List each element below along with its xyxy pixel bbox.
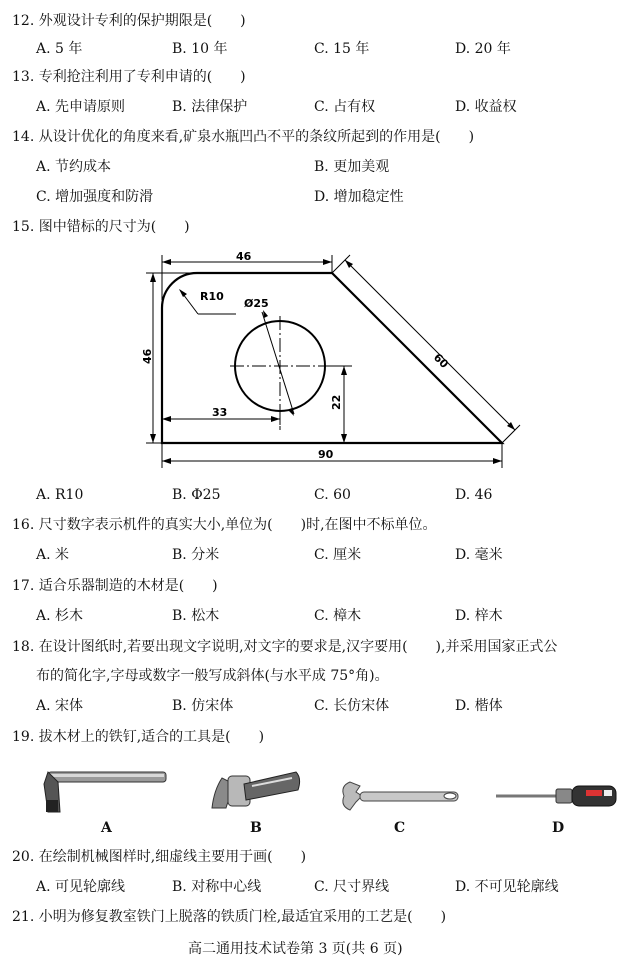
q17-option-c: C. 樟木 <box>314 608 362 624</box>
q15-option-c: C. 60 <box>314 487 351 503</box>
question-14-stem: 14. 从设计优化的角度来看,矿泉水瓶凹凸不平的条纹所起到的作用是( ) <box>12 129 475 145</box>
q18-option-b: B. 仿宋体 <box>172 698 234 714</box>
dim-hole-x: 33 <box>212 406 228 419</box>
q15-option-d: D. 46 <box>455 487 493 503</box>
q20-option-d: D. 不可见轮廓线 <box>455 879 559 895</box>
question-20-stem: 20. 在绘制机械图样时,细虚线主要用于画( ) <box>12 849 307 865</box>
tool-label-c: C <box>394 820 406 836</box>
q12-option-b: B. 10 年 <box>172 41 228 57</box>
q13-option-c: C. 占有权 <box>314 99 376 115</box>
q17-option-b: B. 松木 <box>172 608 220 624</box>
tool-label-d: D <box>552 820 565 836</box>
tool-label-b: B <box>250 820 262 836</box>
claw-hammer-icon <box>212 772 300 808</box>
screwdriver-icon <box>496 786 616 806</box>
hex-key-icon <box>44 772 166 812</box>
dim-top-46: 46 <box>236 250 252 263</box>
question-13-stem: 13. 专利抢注利用了专利申请的( ) <box>12 69 246 85</box>
question-18-stem-line1: 18. 在设计图纸时,若要出现文字说明,对文字的要求是,汉字要用( ),并采用国家正式公 <box>12 639 558 655</box>
q14-option-b: B. 更加美观 <box>314 159 390 175</box>
question-12-stem: 12. 外观设计专利的保护期限是( ) <box>12 13 246 29</box>
question-15-stem: 15. 图中错标的尺寸为( ) <box>12 219 190 235</box>
dim-diameter: Ø25 <box>244 297 269 310</box>
dim-slant-60: 60 <box>430 350 451 371</box>
q14-option-d: D. 增加稳定性 <box>314 189 404 205</box>
q18-option-a: A. 宋体 <box>36 698 84 714</box>
q15-option-a: A. R10 <box>36 487 84 503</box>
q12-option-c: C. 15 年 <box>314 41 370 57</box>
q16-option-d: D. 毫米 <box>455 547 503 563</box>
question-18-stem-line2: 布的简化字,字母或数字一般写成斜体(与水平成 75°角)。 <box>36 668 389 684</box>
q17-option-d: D. 梓木 <box>455 608 503 624</box>
q18-option-c: C. 长仿宋体 <box>314 698 390 714</box>
q12-option-a: A. 5 年 <box>36 41 83 57</box>
q13-option-b: B. 法律保护 <box>172 99 248 115</box>
q13-option-a: A. 先申请原则 <box>36 99 126 115</box>
q16-option-a: A. 米 <box>36 547 70 563</box>
q16-option-b: B. 分米 <box>172 547 220 563</box>
dim-radius: R10 <box>200 290 224 303</box>
dim-left-46: 46 <box>141 348 154 364</box>
question-21-stem: 21. 小明为修复教室铁门上脱落的铁质门栓,最适宜采用的工艺是( ) <box>12 909 447 925</box>
q16-option-c: C. 厘米 <box>314 547 362 563</box>
q18-option-d: D. 楷体 <box>455 698 503 714</box>
dim-bottom-90: 90 <box>318 448 334 461</box>
q15-option-b: B. Φ25 <box>172 487 221 503</box>
adjustable-wrench-icon <box>343 782 458 810</box>
q17-option-a: A. 杉木 <box>36 608 84 624</box>
page-footer: 高二通用技术试卷第 3 页(共 6 页) <box>188 941 403 957</box>
q13-option-d: D. 收益权 <box>455 99 517 115</box>
q20-option-b: B. 对称中心线 <box>172 879 262 895</box>
q14-option-c: C. 增加强度和防滑 <box>36 189 154 205</box>
question-16-stem: 16. 尺寸数字表示机件的真实大小,单位为( )时,在图中不标单位。 <box>12 517 437 533</box>
dim-hole-y: 22 <box>330 394 343 410</box>
q12-option-d: D. 20 年 <box>455 41 511 57</box>
tool-label-a: A <box>101 820 112 836</box>
question-17-stem: 17. 适合乐器制造的木材是( ) <box>12 578 218 594</box>
question-19-stem: 19. 拔木材上的铁钉,适合的工具是( ) <box>12 729 265 745</box>
q20-option-a: A. 可见轮廓线 <box>36 879 126 895</box>
q14-option-a: A. 节约成本 <box>36 159 112 175</box>
q20-option-c: C. 尺寸界线 <box>314 879 390 895</box>
